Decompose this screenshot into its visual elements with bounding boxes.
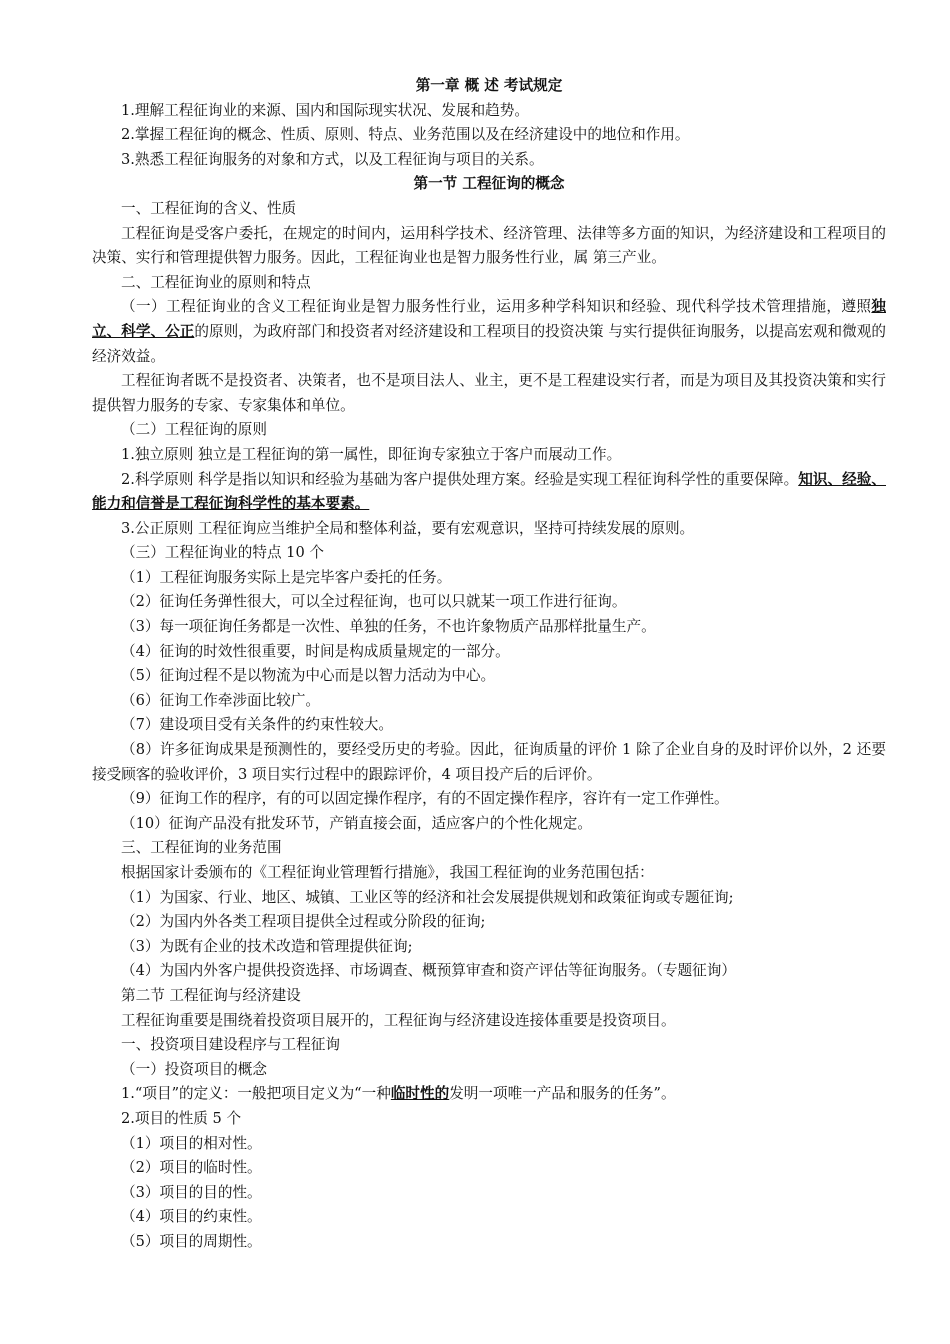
heading: 一、投资项目建设程序与工程征询 [121, 1036, 340, 1054]
paragraph-role: 工程征询者既不是投资者、决策者，也不是项目法人、业主，更不是工程建设实行者，而是为项目及其投资决策和实行提供智力服务的专家、专家集体和单位。 [92, 372, 886, 414]
subheading: （二）工程征询的原则 [121, 421, 267, 439]
text: 的原则，为政府部门和投资者对经济建设和工程项目的投资决策 与实行提供征询服务，以提高宏观和微观的经济效益。 [92, 322, 886, 365]
nature-item: （4）项目的约束性。 [121, 1208, 262, 1226]
requirement-item: 3.熟悉工程征询服务的对象和方式，以及工程征询与项目的关系。 [121, 150, 544, 168]
feature-item: （5）征询过程不是以物流为中心而是以智力活动为中心。 [121, 667, 496, 685]
feature-item: （4）征询的时效性很重要，时间是构成质量规定的一部分。 [121, 642, 510, 660]
text: 发明一项唯一产品和服务的任务”。 [449, 1085, 676, 1103]
chapter-title: 第一章 概 述 考试规定 [415, 77, 563, 94]
heading: 一、工程征询的含义、性质 [121, 199, 297, 217]
section-title: 第二节 工程征询与经济建设 [121, 986, 301, 1004]
heading: 二、工程征询业的原则和特点 [121, 273, 311, 291]
feature-item: （1）工程征询服务实际上是完毕客户委托的任务。 [121, 568, 452, 586]
paragraph-scope-intro: 根据国家计委颁布的《工程征询业管理暂行措施》，我国工程征询的业务范围包括： [121, 864, 654, 881]
section-title: 第一节 工程征询的概念 [413, 175, 565, 193]
highlight-text: 知识、经验、能力和信誉是工程征询科学性的基本要素。 [92, 470, 886, 513]
highlight-text: 临时性的 [390, 1085, 450, 1103]
nature-item: （3）项目的目的性。 [121, 1183, 262, 1201]
nature-item: （1）项目的相对性。 [121, 1134, 262, 1152]
subheading: 2.项目的性质 5 个 [121, 1109, 242, 1127]
text: 1.“项目”的定义：一般把项目定义为“一种 [121, 1085, 391, 1103]
principle-item: 3.公正原则 工程征询应当维护全局和整体利益，要有宏观意识，坚持可持续发展的原则。 [121, 519, 695, 537]
feature-item: （6）征询工作牵涉面比较广。 [121, 691, 321, 709]
paragraph-definition: 工程征询是受客户委托，在规定的时间内，运用科学技术、经济管理、法律等多方面的知识，为经济建设和工程项目的决策、实行和管理提供智力服务。因此，工程征询业也是智力服务性行业，属 第三产业。 [92, 224, 886, 267]
scope-item: （3）为既有企业的技术改造和管理提供征询; [121, 937, 413, 955]
text: 2.科学原则 科学是指以知识和经验为基础为客户提供处理方案。经验是实现工程征询科学性的重要保障。 [121, 470, 799, 488]
feature-item: （10）征询产品没有批发环节，产销直接会面，适应客户的个性化规定。 [121, 814, 592, 832]
feature-item: （3）每一项征询任务都是一次性、单独的任务，不也许象物质产品那样批量生产。 [121, 618, 656, 636]
subheading: （三）工程征询业的特点 10 个 [121, 544, 324, 562]
nature-item: （5）项目的周期性。 [121, 1232, 262, 1250]
paragraph-meaning [92, 295, 886, 369]
subheading: （一）投资项目的概念 [121, 1060, 267, 1078]
scope-item: （2）为国内外各类工程项目提供全过程或分阶段的征询; [121, 913, 486, 931]
requirement-item: 1.理解工程征询业的来源、国内和国际现实状况、发展和趋势。 [121, 101, 529, 119]
highlight-text: 独立、科学、公正 [92, 298, 886, 340]
feature-item: （8）许多征询成果是预测性的，要经受历史的考验。因此，征询质量的评价 1 除了企业自身的及时评价以外，2 还要接受顾客的验收评价，3 项目实行过程中的跟踪评价，4 项目投产后的后评价。 [92, 741, 886, 783]
principle-item: 1.独立原则 独立是工程征询的第一属性，即征询专家独立于客户而展动工作。 [121, 445, 622, 463]
text: （一）工程征询业的含义工程征询业是智力服务性行业，运用多种学科知识和经验、现代科学技术管理措施，遵照 [121, 298, 872, 316]
scope-item: （4）为国内外客户提供投资选择、市场调查、概预算审查和资产评估等征询服务。（专题征询） [121, 962, 736, 980]
paragraph-section2: 工程征询重要是围绕着投资项目展开的，工程征询与经济建设连接体重要是投资项目。 [121, 1011, 676, 1029]
feature-item: （9）征询工作的程序，有的可以固定操作程序，有的不固定操作程序，容许有一定工作弹性。 [121, 790, 729, 808]
principle-item [92, 468, 886, 517]
nature-item: （2）项目的临时性。 [121, 1159, 262, 1177]
feature-item: （2）征询任务弹性很大，可以全过程征询，也可以只就某一项工作进行征询。 [121, 593, 627, 611]
requirement-item: 2.掌握工程征询的概念、性质、原则、特点、业务范围以及在经济建设中的地位和作用。 [121, 126, 690, 144]
heading: 三、工程征询的业务范围 [121, 839, 282, 857]
feature-item: （7）建设项目受有关条件的约束性较大。 [121, 716, 393, 734]
paragraph-project-def [92, 1082, 886, 1107]
scope-item: （1）为国家、行业、地区、城镇、工业区等的经济和社会发展提供规划和政策征询或专题征询; [121, 888, 734, 906]
